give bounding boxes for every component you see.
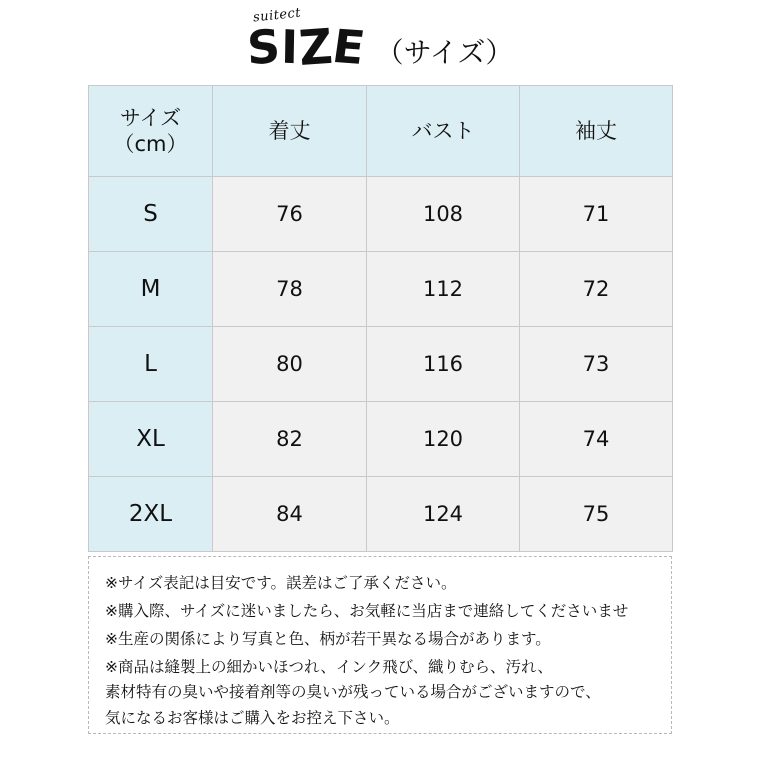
cell-bust: 120 (367, 402, 520, 477)
cell-sleeve: 72 (520, 252, 673, 327)
note-line: ※商品は縫製上の細かいほつれ、インク飛び、織りむら、汚れ、 (105, 658, 553, 677)
cell-sleeve: 74 (520, 402, 673, 477)
note-line: 素材特有の臭いや接着剤等の臭いが残っている場合がございますので、 (105, 683, 601, 702)
cell-size: XL (89, 402, 213, 477)
cell-sleeve: 71 (520, 177, 673, 252)
title-japanese-label: （サイズ） (375, 36, 514, 69)
table-row (89, 477, 673, 552)
cell-length: 84 (213, 477, 367, 552)
column-header-size (89, 86, 213, 177)
size-table (88, 85, 673, 552)
note-line: ※サイズ表記は目安です。誤差はご了承ください。 (105, 574, 457, 592)
cell-bust: 112 (367, 252, 520, 327)
size-table-wrapper (88, 85, 672, 552)
title-letter-e: E (329, 19, 370, 75)
column-header-bust: バスト (367, 86, 520, 177)
note-line: ※購入際、サイズに迷いましたら、お気軽に当店まで連絡してくださいませ (105, 602, 629, 621)
title-letter-i: I (280, 19, 300, 75)
cell-length: 82 (213, 402, 367, 477)
cell-size: M (89, 252, 213, 327)
cell-bust: 124 (367, 477, 520, 552)
cell-length: 78 (213, 252, 367, 327)
table-row (89, 327, 673, 402)
title-letter-s: S (245, 18, 282, 76)
column-header-length: 着丈 (213, 86, 367, 177)
cell-bust: 108 (367, 177, 520, 252)
table-row (89, 177, 673, 252)
size-table-body (89, 177, 673, 552)
size-table-head (89, 86, 673, 177)
note-line: 気になるお客様はご購入をお控え下さい。 (105, 708, 400, 727)
table-row (89, 402, 673, 477)
cell-size: 2XL (89, 477, 213, 552)
table-row (89, 252, 673, 327)
brand-script-label: suitect (251, 5, 302, 26)
cell-bust: 116 (367, 327, 520, 402)
column-header-size-line2: （cm） (113, 132, 188, 156)
note-line: ※生産の関係により写真と色、柄が若干異なる場合があります。 (105, 630, 551, 649)
cell-length: 80 (213, 327, 367, 402)
cell-size: L (89, 327, 213, 402)
cell-size: S (89, 177, 213, 252)
notes-box (88, 556, 672, 734)
cell-sleeve: 75 (520, 477, 673, 552)
table-header-row (89, 86, 673, 177)
page-title (0, 5, 760, 82)
column-header-size-line1: サイズ (119, 105, 182, 130)
title-letter-z: Z (296, 17, 336, 77)
cell-length: 76 (213, 177, 367, 252)
title-inner (245, 5, 514, 77)
cell-sleeve: 73 (520, 327, 673, 402)
title-size-word (245, 17, 370, 77)
column-header-sleeve: 袖丈 (520, 86, 673, 177)
